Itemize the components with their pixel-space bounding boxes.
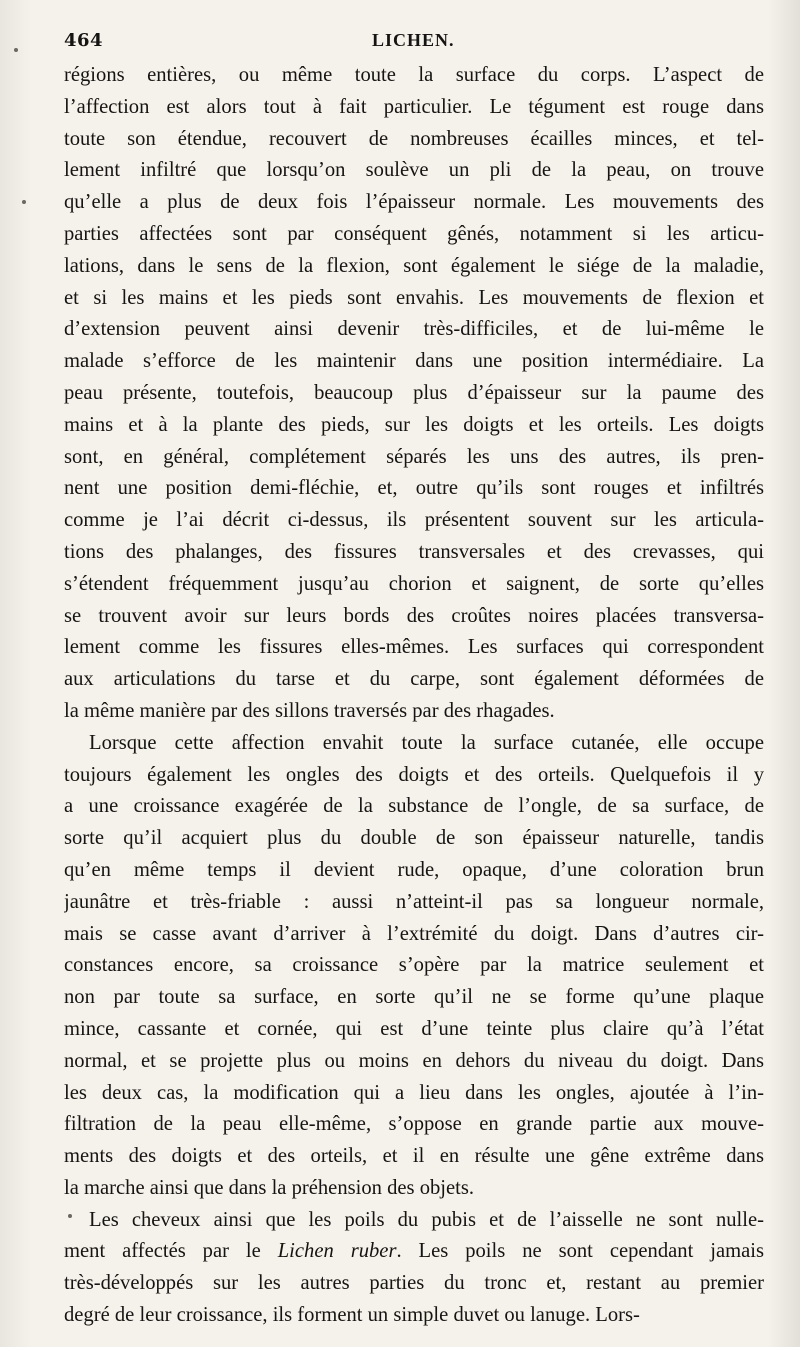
- text-line: Lorsque cette affection envahit toute la surface cutanée, elle occupe: [89, 731, 764, 754]
- text-line: constances encore, sa croissance s’opère par la matrice seulement et: [64, 954, 764, 977]
- text-line: malade s’efforce de les maintenir dans une position intermédiaire. La: [64, 350, 764, 373]
- text-line: lations, dans le sens de la flexion, sont également le siége de la maladie,: [64, 254, 764, 277]
- text-line: sont, en général, complétement séparés les uns des autres, ils pren-: [64, 445, 764, 468]
- text-line: mais se casse avant d’arriver à l’extrémité du doigt. Dans d’autres cir-: [64, 922, 764, 945]
- running-head: LICHEN.: [372, 30, 455, 50]
- speck-mark: [14, 48, 18, 52]
- text-line: filtration de la peau elle-même, s’oppose en grande partie aux mouve-: [64, 1113, 764, 1136]
- text-line: normal, et se projette plus ou moins en dehors du niveau du doigt. Dans: [64, 1049, 764, 1072]
- text-line: mince, cassante et cornée, qui est d’une teinte plus claire qu’à l’état: [64, 1017, 764, 1040]
- text-line: toujours également les ongles des doigts et des orteils. Quelquefois il y: [64, 763, 764, 786]
- text-line: qu’elle a plus de deux fois l’épaisseur normale. Les mouvements des: [64, 191, 764, 214]
- text-line: mains et à la plante des pieds, sur les doigts et les orteils. Les doigts: [64, 413, 764, 436]
- text-line: nent une position demi-fléchie, et, outre qu’ils sont rouges et infiltrés: [64, 477, 764, 500]
- text-line: et si les mains et les pieds sont envahis. Les mouvements de flexion et: [64, 286, 764, 309]
- body-text: [64, 60, 764, 1332]
- text-line: toute son étendue, recouvert de nombreuses écailles minces, et tel-: [64, 127, 764, 150]
- text-line: ment affectés par le Lichen ruber. Les poils ne sont cependant jamais: [64, 1240, 764, 1263]
- text-line: a une croissance exagérée de la substance de l’ongle, de sa surface, de: [64, 795, 764, 818]
- text-line: non par toute sa surface, en sorte qu’il ne se forme qu’une plaque: [64, 986, 764, 1009]
- text-line: parties affectées sont par conséquent gênés, notamment si les articu-: [64, 222, 764, 245]
- speck-mark: [22, 200, 26, 204]
- text-line: tions des phalanges, des fissures transversales et des crevasses, qui: [64, 540, 764, 563]
- text-line: s’étendent fréquemment jusqu’au chorion et saignent, de sorte qu’elles: [64, 572, 764, 595]
- text-line: aux articulations du tarse et du carpe, sont également déformées de: [64, 668, 764, 691]
- page-header: [64, 30, 754, 56]
- text-line: l’affection est alors tout à fait particulier. Le tégument est rouge dans: [64, 95, 764, 118]
- text-line: la même manière par des sillons traversés par des rhagades.: [64, 699, 555, 722]
- text-line: la marche ainsi que dans la préhension des objets.: [64, 1176, 475, 1199]
- text-line: lement comme les fissures elles-mêmes. Les surfaces qui correspondent: [64, 636, 764, 659]
- text-line: régions entières, ou même toute la surface du corps. L’aspect de: [64, 64, 764, 86]
- text-line: degré de leur croissance, ils forment un simple duvet ou lanuge. Lors-: [64, 1304, 640, 1327]
- paragraph: [64, 728, 764, 1205]
- italic-term: Lichen ruber: [277, 1240, 397, 1263]
- speck-mark: [68, 1214, 72, 1218]
- text-line: se trouvent avoir sur leurs bords des croûtes noires placées transversa-: [64, 604, 764, 627]
- text-line: très-développés sur les autres parties du tronc et, restant au premier: [64, 1272, 764, 1295]
- text-line: les deux cas, la modification qui a lieu dans les ongles, ajoutée à l’in-: [64, 1081, 764, 1104]
- text-line: peau présente, toutefois, beaucoup plus d’épaisseur sur la paume des: [64, 381, 764, 404]
- page-number: 464: [64, 30, 104, 51]
- text-line: comme je l’ai décrit ci-dessus, ils présentent souvent sur les articula-: [64, 509, 764, 532]
- text-line: jaunâtre et très-friable : aussi n’atteint-il pas sa longueur normale,: [64, 890, 764, 913]
- paragraph: [64, 1205, 764, 1332]
- text-line: sorte qu’il acquiert plus du double de son épaisseur naturelle, tandis: [64, 827, 764, 850]
- paragraph: [64, 60, 764, 728]
- text-line: Les cheveux ainsi que les poils du pubis et de l’aisselle ne sont nulle-: [89, 1208, 764, 1231]
- text-line: lement infiltré que lorsqu’on soulève un pli de la peau, on trouve: [64, 159, 764, 182]
- text-line: ments des doigts et des orteils, et il en résulte une gêne extrême dans: [64, 1145, 764, 1168]
- text-line: qu’en même temps il devient rude, opaque, d’une coloration brun: [64, 858, 764, 881]
- text-line: d’extension peuvent ainsi devenir très-difficiles, et de lui-même le: [64, 318, 764, 341]
